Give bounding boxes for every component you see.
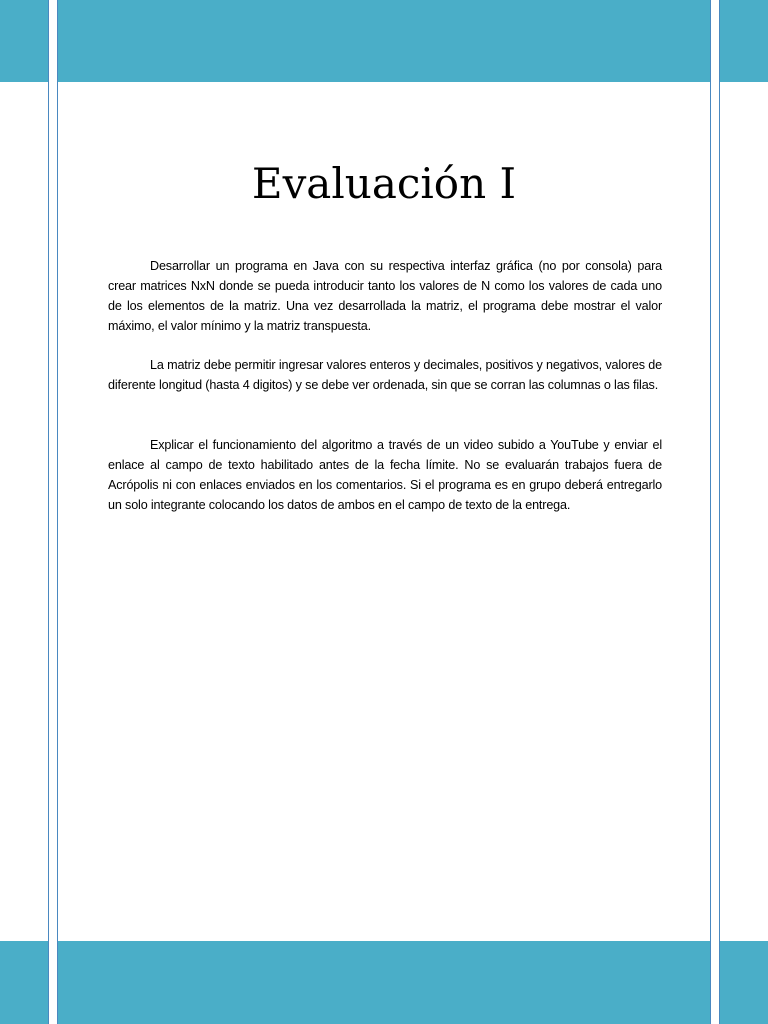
header-band-center [58, 0, 710, 82]
paragraph-matrix-values: La matriz debe permitir ingresar valores enteros y decimales, positivos y negativos, valores de diferente longitud (hasta 4 digitos) y se debe ver ordenada, sin que se corran las columnas o las filas. [108, 358, 662, 392]
document-title: Evaluación I [251, 159, 517, 208]
header-band-left [0, 0, 48, 82]
page-border-line [57, 0, 58, 1024]
footer-band-center [58, 941, 710, 1024]
page-border-line [719, 0, 720, 1024]
paragraph-submission: Explicar el funcionamiento del algoritmo a través de un video subido a YouTube y enviar el enlace al campo de texto habilitado antes de la fecha límite. No se evaluarán trabajos fuera de Acrópolis ni con enlaces enviados en los comentarios. Si el programa es en grupo deberá entregarlo un solo integrante colocando los datos de ambos en el campo de texto de la entrega. [108, 438, 662, 512]
header-band-right [720, 0, 768, 82]
footer-band-right [720, 941, 768, 1024]
footer-band-left [0, 941, 48, 1024]
page-border-line [710, 0, 711, 1024]
paragraph-requirements: Desarrollar un programa en Java con su respectiva interfaz gráfica (no por consola) para crear matrices NxN donde se pueda introducir tanto los valores de N como los valores de cada uno de los elementos de la matriz. Una vez desarrollada la matriz, el programa debe mostrar el valor máximo, el valor mínimo y la matriz transpuesta. [108, 259, 662, 333]
page-border-line [48, 0, 49, 1024]
